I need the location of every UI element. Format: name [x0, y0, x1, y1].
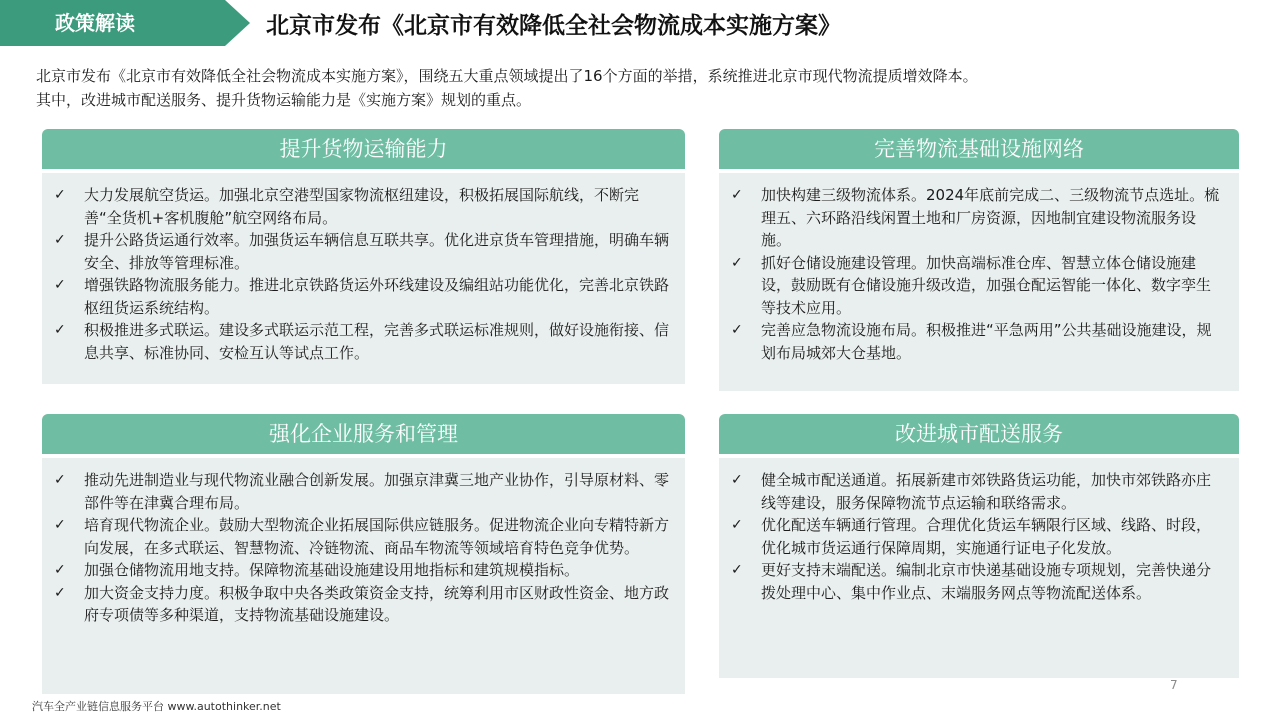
intro-line-1: 北京市发布《北京市有效降低全社会物流成本实施方案》，围绕五大重点领域提出了16个方面的举措，系统推进北京市现代物流提质增效降本。: [36, 67, 978, 85]
list-item: [52, 582, 671, 627]
check-icon: ✓: [54, 322, 66, 338]
footer-source: 汽车全产业链信息服务平台 www.autothinker.net: [32, 700, 281, 713]
panel-enterprise-services: [42, 414, 685, 694]
panel-title: 提升货物运输能力: [42, 129, 685, 169]
check-icon: ✓: [54, 472, 66, 488]
check-icon: ✓: [54, 562, 66, 578]
list-item-text: 加大资金支持力度。积极争取中央各类政策资金支持，统筹利用市区财政性资金、地方政府专项债等多种渠道，支持物流基础设施建设。: [84, 583, 670, 624]
panel-body: [42, 173, 685, 384]
list-item-text: 积极推进多式联运。建设多式联运示范工程，完善多式联运标准规则，做好设施衔接、信息共享、标准协同、安检互认等试点工作。: [84, 321, 670, 362]
list-item: [52, 469, 671, 514]
list-item: [729, 252, 1225, 320]
panel-body: [719, 458, 1239, 678]
list-item: [729, 319, 1225, 364]
list-item-text: 加强仓储物流用地支持。保障物流基础设施建设用地指标和建筑规模指标。: [84, 561, 580, 579]
page-title: 北京市发布《北京市有效降低全社会物流成本实施方案》: [266, 13, 841, 39]
list-item-text: 健全城市配送通道。拓展新建市郊铁路货运功能，加快市郊铁路亦庄线等建设，服务保障物流节点运输和联络需求。: [761, 471, 1212, 512]
list-item-text: 加快构建三级物流体系。2024年底前完成二、三级物流节点选址。梳理五、六环路沿线闲置土地和厂房资源，因地制宜建设物流服务设施。: [761, 186, 1220, 249]
list-item-text: 更好支持末端配送。编制北京市快递基础设施专项规划，完善快递分拨处理中心、集中作业点、末端服务网点等物流配送体系。: [761, 561, 1212, 602]
list-item: [729, 469, 1225, 514]
check-icon: ✓: [731, 472, 743, 488]
list-item-text: 增强铁路物流服务能力。推进北京铁路货运外环线建设及编组站功能优化，完善北京铁路枢纽货运系统结构。: [84, 276, 670, 317]
intro-paragraph: [36, 64, 1251, 112]
check-icon: ✓: [731, 254, 743, 271]
list-item-text: 抓好仓储设施建设管理。加快高端标准仓库、智慧立体仓储设施建设，鼓励既有仓储设施升级改造，加强仓配运智能一体化、数字孪生等技术应用。: [761, 253, 1212, 317]
check-icon: ✓: [54, 277, 66, 293]
list-item: [729, 559, 1225, 604]
panel-transport-capacity: [42, 129, 685, 384]
panel-title: 改进城市配送服务: [719, 414, 1239, 454]
check-icon: ✓: [731, 187, 743, 203]
panel-logistics-infrastructure: [719, 129, 1239, 391]
panel-title: 完善物流基础设施网络: [719, 129, 1239, 169]
check-icon: ✓: [54, 232, 66, 248]
list-item-text: 大力发展航空货运。加强北京空港型国家物流枢纽建设，积极拓展国际航线，不断完善“全货机+客机腹舱”航空网络布局。: [84, 186, 640, 227]
list-item: [729, 184, 1225, 252]
list-item: [52, 559, 671, 582]
check-icon: ✓: [54, 187, 66, 203]
list-item: [52, 229, 671, 274]
list-item: [52, 274, 671, 319]
panel-body: [719, 173, 1239, 391]
list-item: [729, 514, 1225, 559]
page-number: 7: [1170, 678, 1178, 692]
list-item-text: 培育现代物流企业。鼓励大型物流企业拓展国际供应链服务。促进物流企业向专精特新方向发展，在多式联运、智慧物流、冷链物流、商品车物流等领域培育特色竞争优势。: [84, 516, 670, 557]
panel-body: [42, 458, 685, 694]
check-icon: ✓: [731, 517, 743, 533]
check-icon: ✓: [54, 584, 66, 601]
list-item-text: 优化配送车辆通行管理。合理优化货运车辆限行区域、线路、时段，优化城市货运通行保障周期，实施通行证电子化发放。: [761, 516, 1212, 557]
check-icon: ✓: [731, 562, 743, 578]
list-item: [52, 319, 671, 364]
list-item-text: 推动先进制造业与现代物流业融合创新发展。加强京津冀三地产业协作，引导原材料、零部件等在津冀合理布局。: [84, 471, 670, 512]
list-item-text: 提升公路货运通行效率。加强货运车辆信息互联共享。优化进京货车管理措施，明确车辆安全、排放等管理标准。: [84, 231, 670, 272]
list-item: [52, 184, 671, 229]
list-item: [52, 514, 671, 559]
intro-line-2: 其中，改进城市配送服务、提升货物运输能力是《实施方案》规划的重点。: [36, 91, 532, 109]
panel-title: 强化企业服务和管理: [42, 414, 685, 454]
section-tag-label: 政策解读: [55, 11, 135, 35]
check-icon: ✓: [731, 322, 743, 338]
list-item-text: 完善应急物流设施布局。积极推进“平急两用”公共基础设施建设，规划布局城郊大仓基地。: [761, 321, 1212, 362]
panel-urban-delivery: [719, 414, 1239, 678]
check-icon: ✓: [54, 517, 66, 533]
